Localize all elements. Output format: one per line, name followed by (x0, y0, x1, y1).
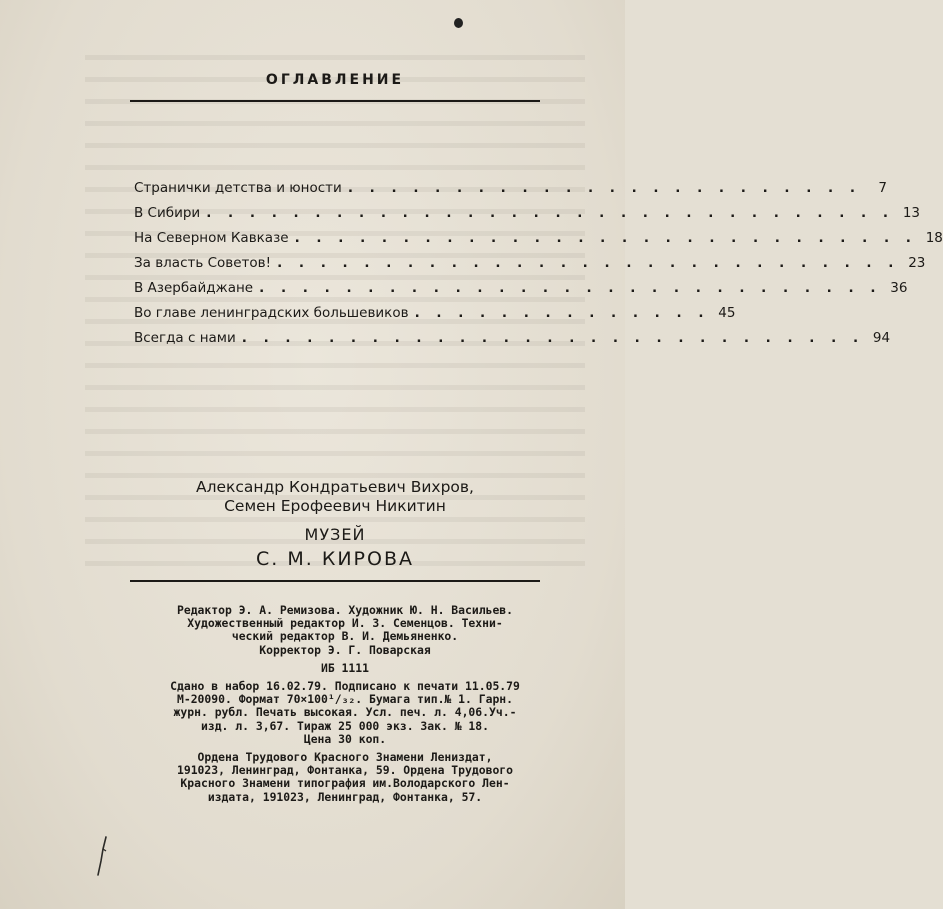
toc-entry-page: 7 (878, 180, 888, 196)
toc-entry-title: В Сибири (134, 205, 201, 221)
toc-entry-page: 18 (925, 230, 943, 246)
toc-entry-page: 36 (890, 280, 908, 296)
authors (130, 478, 540, 516)
imprint-line: М-20090. Формат 70×100¹/₃₂. Бумага тип.№ 1. Гарн. (176, 692, 514, 707)
toc-leader: . . . . . . . . . . . . . . . . . . . . . . . . . . . . . (294, 230, 917, 246)
toc-leader: . . . . . . . . . . . . . . . . . . . . . . . . (347, 180, 862, 196)
toc-entry[interactable] (134, 280, 908, 305)
toc-entry[interactable] (134, 230, 943, 255)
pen-mark-icon (94, 835, 114, 879)
imprint-line: Ордена Трудового Красного Знамени Лениздат, (197, 750, 493, 765)
ib-number: ИБ 1111 (320, 660, 369, 675)
imprint-line: изд. л. 3,67. Тираж 25 000 экз. Зак. № 18. (200, 718, 490, 733)
toc-entry-title: Во главе ленинградских большевиков (134, 305, 409, 321)
toc-leader: . . . . . . . . . . . . . . (414, 305, 710, 321)
imprint-line: Сдано в набор 16.02.79. Подписано к печати 11.05.79 (170, 679, 520, 694)
toc-entry-page: 94 (872, 330, 891, 346)
toc-entry-page: 23 (908, 255, 926, 271)
toc-entry[interactable] (134, 330, 891, 355)
book-title: МУЗЕЙ (304, 525, 366, 544)
toc-leader: . . . . . . . . . . . . . . . . . . . . . . . . . . . . . (259, 280, 882, 296)
heading-rule (130, 100, 540, 102)
toc-leader: . . . . . . . . . . . . . . . . . . . . . . . . . . . . . (277, 255, 900, 271)
imprint-line: Художественный редактор И. З. Семенцов. Техни- (187, 616, 503, 631)
toc-entry[interactable] (134, 205, 921, 230)
toc-entry-title: Всегда с нами (134, 330, 236, 346)
toc-entry[interactable] (134, 255, 926, 280)
toc-entry-page: 13 (902, 205, 921, 221)
imprint-line: Красного Знамени типография им.Володарского Лен- (180, 776, 510, 791)
author-line: Александр Кондратьевич Вихров, (196, 478, 474, 496)
price: Цена 30 коп. (303, 731, 387, 746)
table-of-contents (134, 180, 943, 355)
imprint-line: издата, 191023, Ленинград, Фонтанка, 57. (207, 789, 483, 804)
toc-entry[interactable] (134, 180, 888, 205)
imprint (130, 604, 560, 804)
toc-entry-page: 45 (718, 305, 736, 321)
toc-entry-title: На Северном Кавказе (134, 230, 289, 246)
imprint-rule (130, 580, 540, 582)
ink-spot (454, 18, 463, 28)
toc-entry-title: За власть Советов! (134, 255, 272, 271)
toc-leader: . . . . . . . . . . . . . . . . . . . . . . . . . . . . . . . . (206, 205, 895, 221)
toc-heading: ОГЛАВЛЕНИЕ (265, 72, 405, 88)
toc-entry-title: Странички детства и юности (134, 180, 342, 196)
author-line: Семен Ерофеевич Никитин (224, 497, 446, 515)
imprint-line: Редактор Э. А. Ремизова. Художник Ю. Н. Васильев. (176, 603, 514, 617)
imprint-line: 191023, Ленинград, Фонтанка, 59. Ордена Трудового (176, 763, 514, 778)
toc-entry[interactable] (134, 305, 736, 330)
toc-leader: . . . . . . . . . . . . . . . . . . . . . . . . . . . . . (241, 330, 865, 346)
imprint-line: ческий редактор В. И. Демьяненко. (231, 629, 459, 644)
book-subtitle: С. М. КИРОВА (256, 548, 414, 570)
imprint-line: Корректор Э. Г. Поварская (259, 642, 431, 657)
imprint-line: журн. рубл. Печать высокая. Усл. печ. л. 4,06.Уч.- (173, 705, 517, 720)
toc-entry-title: В Азербайджане (134, 280, 254, 296)
